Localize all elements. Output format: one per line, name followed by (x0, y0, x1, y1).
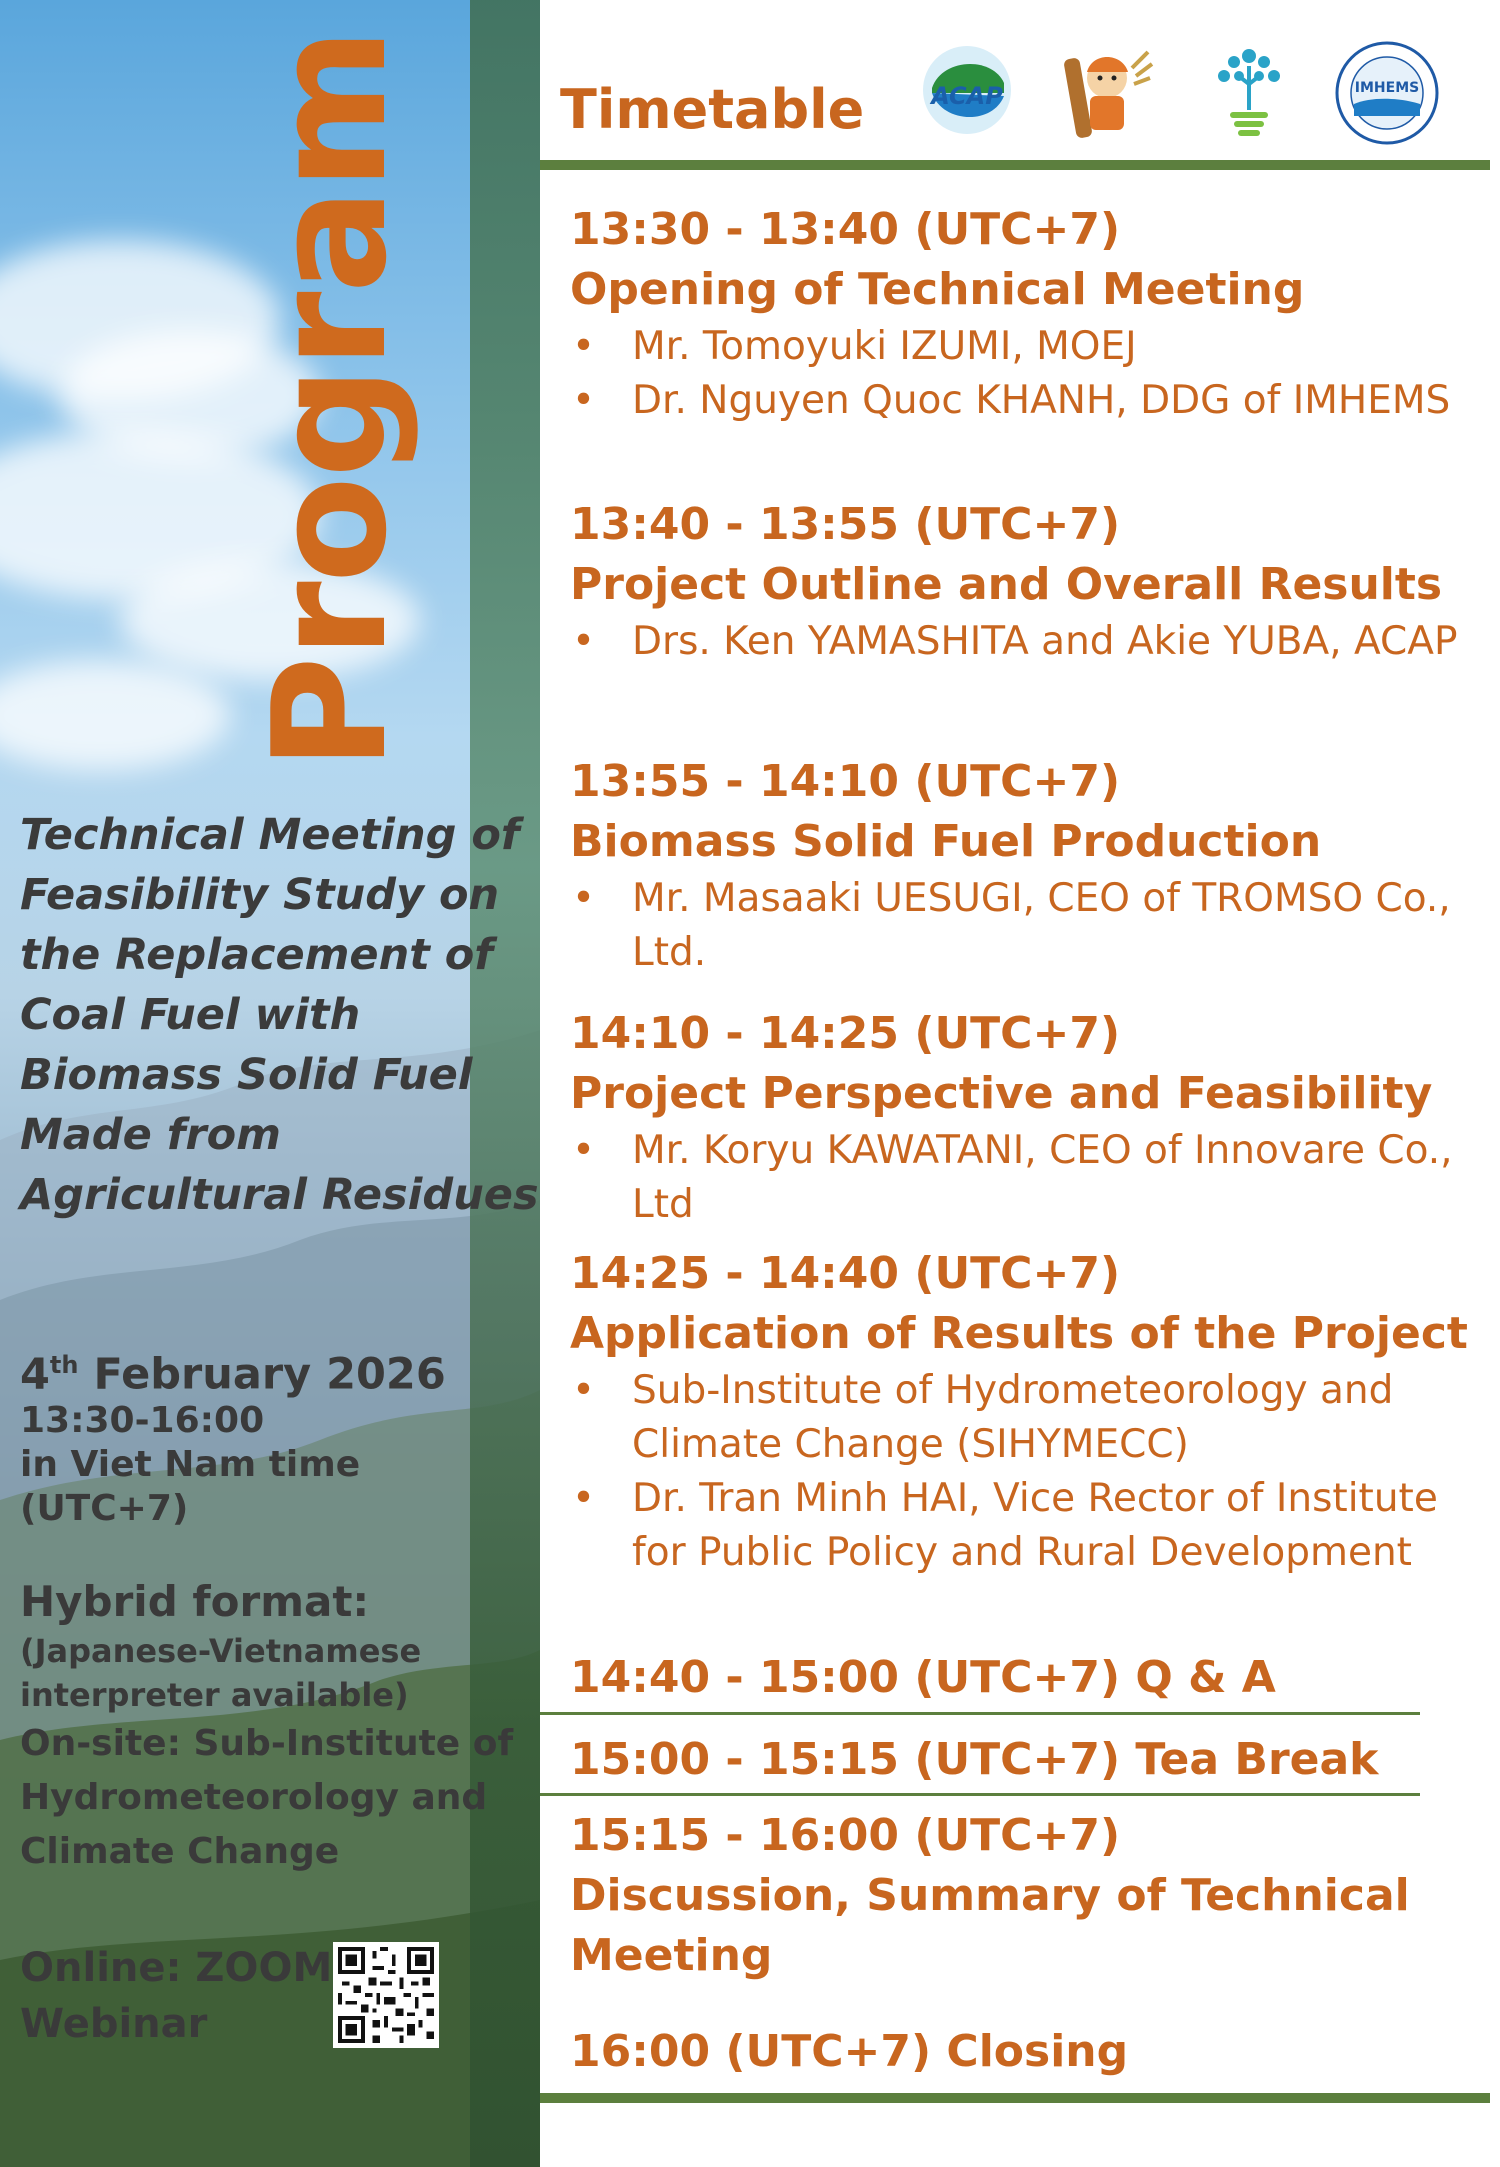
interpreter-note: (Japanese-Vietnamese interpreter available) (20, 1632, 422, 1714)
date-block (20, 1340, 446, 1531)
onsite-location: On-site: Sub-Institute of Hydrometeorology and Climate Change (20, 1723, 514, 1872)
bullet-icon: • (572, 619, 596, 664)
speaker-item (570, 872, 1480, 980)
session-title: Project Perspective and Feasibility (570, 1068, 1433, 1119)
session-title: Application of Results of the Project (570, 1308, 1468, 1359)
divider (540, 1712, 1420, 1715)
timetable-title: Timetable (560, 78, 865, 141)
mascot-logo (1052, 38, 1162, 148)
speaker-text: Mr. Koryu KAWATANI, CEO of Innovare Co., Ltd (632, 1128, 1453, 1227)
speaker-item (570, 374, 1480, 428)
left-panel (0, 0, 540, 2167)
event-date (20, 1340, 446, 1399)
speaker-text: Mr. Masaaki UESUGI, CEO of TROMSO Co., Ltd. (632, 876, 1451, 975)
speaker-text: Drs. Ken YAMASHITA and Akie YUBA, ACAP (632, 619, 1458, 664)
speaker-item (570, 1124, 1480, 1232)
bullet-icon: • (572, 876, 596, 921)
imhems-logo-text: IMHEMS (1354, 80, 1420, 96)
bullet-icon: • (572, 1368, 596, 1413)
bullet-icon: • (572, 378, 596, 423)
speaker-list (570, 1124, 1480, 1232)
speaker-text: Dr. Tran Minh HAI, Vice Rector of Institute for Public Policy and Rural Development (632, 1476, 1438, 1575)
date-suffix: th (49, 1351, 79, 1379)
session-application (570, 1244, 1480, 1580)
session-time: 13:55 - 14:10 (UTC+7) (570, 756, 1121, 807)
session-title: Discussion, Summary of Technical Meeting (570, 1870, 1410, 1981)
format-block (20, 1575, 540, 1879)
session-perspective (570, 1004, 1480, 1232)
session-discussion (570, 1806, 1480, 1986)
session-time: 16:00 (UTC+7) Closing (570, 2026, 1129, 2077)
timetable-panel (540, 0, 1500, 2167)
session-title: Project Outline and Overall Results (570, 559, 1443, 610)
bullet-icon: • (572, 324, 596, 369)
date-day: 4 (20, 1349, 50, 1400)
program-title: Program (239, 29, 421, 771)
acap-logo (912, 38, 1022, 148)
tree-logo (1194, 38, 1304, 148)
divider (540, 1793, 1420, 1796)
speaker-text: Dr. Nguyen Quoc KHANH, DDG of IMHEMS (632, 378, 1451, 423)
session-title: Biomass Solid Fuel Production (570, 816, 1322, 867)
event-utc: (UTC+7) (20, 1488, 189, 1530)
event-title: Technical Meeting of Feasibility Study on the Replacement of Coal Fuel with Biomass Solid Fuel Made from Agricultural Residues (20, 810, 539, 1220)
session-title: Opening of Technical Meeting (570, 264, 1305, 315)
imhems-logo (1332, 38, 1442, 148)
speaker-list (570, 615, 1480, 669)
event-timezone: in Viet Nam time (20, 1444, 361, 1486)
top-rule (540, 160, 1490, 170)
session-time: 13:30 - 13:40 (UTC+7) (570, 204, 1121, 255)
session-time: 15:15 - 16:00 (UTC+7) (570, 1810, 1121, 1861)
bullet-icon: • (572, 1128, 596, 1173)
bottom-rule (540, 2093, 1490, 2103)
session-time: 14:25 - 14:40 (UTC+7) (570, 1248, 1121, 1299)
logo-row (912, 38, 1472, 148)
session-opening (570, 200, 1480, 428)
speaker-text: Mr. Tomoyuki IZUMI, MOEJ (632, 324, 1137, 369)
speaker-text: Sub-Institute of Hydrometeorology and Climate Change (SIHYMECC) (632, 1368, 1394, 1467)
online-info: Online: ZOOM Webinar (20, 1945, 333, 2047)
session-time: 14:40 - 15:00 (UTC+7) Q & A (570, 1652, 1276, 1703)
session-time: 13:40 - 13:55 (UTC+7) (570, 499, 1121, 550)
date-month-year: February 2026 (78, 1349, 446, 1400)
speaker-item (570, 615, 1480, 669)
speaker-list (570, 1364, 1480, 1580)
event-time: 13:30-16:00 (20, 1400, 265, 1442)
acap-logo-text: ACAP (931, 82, 1003, 110)
session-project-outline (570, 495, 1480, 669)
format-heading: Hybrid format: (20, 1577, 370, 1626)
speaker-item (570, 1472, 1480, 1580)
speaker-item (570, 320, 1480, 374)
qr-code[interactable] (333, 1942, 439, 2048)
speaker-list (570, 320, 1480, 428)
session-closing (570, 2022, 1480, 2082)
speaker-list (570, 872, 1480, 980)
session-tea-break (570, 1730, 1480, 1790)
session-biomass-production (570, 752, 1480, 980)
session-time: 15:00 - 15:15 (UTC+7) Tea Break (570, 1734, 1379, 1785)
session-time: 14:10 - 14:25 (UTC+7) (570, 1008, 1121, 1059)
cloud (0, 660, 230, 770)
session-qa (570, 1648, 1480, 1708)
speaker-item (570, 1364, 1480, 1472)
bullet-icon: • (572, 1476, 596, 1521)
